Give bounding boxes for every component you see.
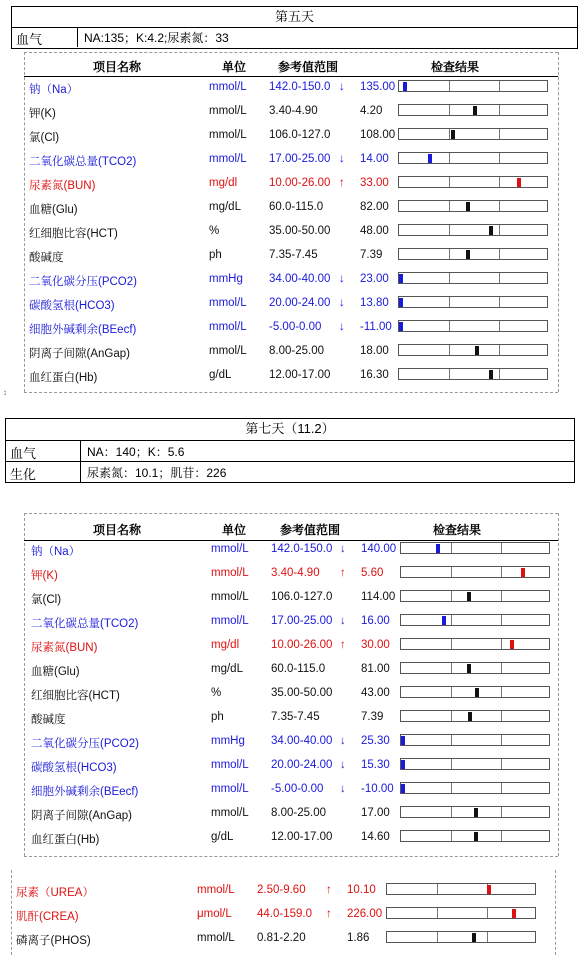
item-ref: 34.00-40.00 <box>271 735 333 747</box>
item-unit: mmol/L <box>211 807 249 819</box>
result-marker <box>467 592 471 601</box>
item-name: 细胞外碱剩余(BEecf) <box>29 324 137 336</box>
result-marker <box>399 298 403 307</box>
result-marker <box>466 202 470 211</box>
item-value: 10.10 <box>347 884 376 896</box>
table-row <box>0 610 583 634</box>
result-marker <box>401 736 405 745</box>
item-ref: 17.00-25.00 <box>269 153 331 165</box>
table-row <box>0 634 583 658</box>
result-bar <box>398 80 548 92</box>
item-value: 5.60 <box>361 567 384 579</box>
item-name: 红细胞比容(HCT) <box>31 690 120 702</box>
item-unit: mg/dL <box>209 201 241 213</box>
result-marker <box>436 544 440 553</box>
item-ref: 35.00-50.00 <box>269 225 331 237</box>
item-name: 血红蛋白(Hb) <box>29 372 98 384</box>
result-marker <box>401 784 405 793</box>
table-row <box>0 778 583 802</box>
item-name: 钾(K) <box>29 108 56 120</box>
item-unit: ph <box>209 249 222 261</box>
item-value: 18.00 <box>360 345 389 357</box>
table-row <box>0 268 583 292</box>
item-value: 114.00 <box>361 591 396 603</box>
item-name: 钾(K) <box>31 570 58 582</box>
ref-arrow: ↓ <box>340 783 346 795</box>
result-marker <box>474 832 478 841</box>
ref-arrow: ↓ <box>340 735 346 747</box>
table-row <box>0 730 583 754</box>
result-bar <box>398 128 548 140</box>
result-marker <box>468 712 472 721</box>
result-bar <box>400 686 550 698</box>
item-unit: mg/dl <box>211 639 240 651</box>
item-value: 1.86 <box>347 932 370 944</box>
item-value: 108.00 <box>360 129 396 141</box>
item-unit: mmol/L <box>209 105 247 117</box>
col-header-ref-2: 参考值范围 <box>280 523 341 537</box>
item-name: 酸碱度 <box>29 252 64 264</box>
table-row <box>0 562 583 586</box>
item-value: 82.00 <box>360 201 389 213</box>
ref-arrow: ↓ <box>340 759 346 771</box>
item-value: -11.00 <box>360 321 392 333</box>
table-row <box>0 802 583 826</box>
ref-arrow: ↑ <box>326 884 332 896</box>
ref-arrow: ↑ <box>340 567 346 579</box>
result-bar <box>400 734 550 746</box>
item-ref: 10.00-26.00 <box>271 639 333 651</box>
item-value: 43.00 <box>361 687 390 699</box>
day5-blood-gas-label: 血气 <box>16 32 43 47</box>
item-ref: 142.0-150.0 <box>269 81 331 93</box>
table-row <box>0 292 583 316</box>
result-bar <box>400 662 550 674</box>
item-unit: ph <box>211 711 224 723</box>
item-value: 17.00 <box>361 807 390 819</box>
table-row <box>0 340 583 364</box>
ref-arrow: ↓ <box>340 543 346 555</box>
item-unit: mmol/L <box>211 615 249 627</box>
item-unit: mg/dL <box>211 663 243 675</box>
ref-arrow: ↓ <box>339 297 345 309</box>
result-marker <box>517 178 521 187</box>
result-bar <box>398 296 548 308</box>
table-row <box>0 364 583 388</box>
day7-biochem-value: 尿素氮：10.1；肌苷：226 <box>87 466 227 480</box>
ref-arrow: ↑ <box>340 639 346 651</box>
result-marker <box>399 322 403 331</box>
item-name: 肌酐(CREA) <box>16 911 79 923</box>
result-marker <box>442 616 446 625</box>
table-row <box>0 316 583 340</box>
item-value: 14.00 <box>360 153 389 165</box>
item-ref: 60.0-115.0 <box>271 663 326 675</box>
result-bar <box>400 590 550 602</box>
result-marker <box>473 106 477 115</box>
item-unit: mmol/L <box>211 543 249 555</box>
item-value: 7.39 <box>361 711 384 723</box>
result-bar <box>398 248 548 260</box>
item-ref: 35.00-50.00 <box>271 687 333 699</box>
result-bar <box>398 368 548 380</box>
item-name: 尿素氮(BUN) <box>31 642 98 654</box>
item-ref: 8.00-25.00 <box>269 345 324 357</box>
result-marker <box>403 82 407 91</box>
item-unit: mmol/L <box>197 884 235 896</box>
table-row <box>0 682 583 706</box>
col-header-unit: 单位 <box>222 60 247 74</box>
result-marker <box>475 688 479 697</box>
result-marker <box>467 664 471 673</box>
item-name: 钠（Na） <box>31 546 81 558</box>
item-unit: mmHg <box>209 273 243 285</box>
item-value: 33.00 <box>360 177 389 189</box>
item-unit: mg/dl <box>209 177 238 189</box>
item-value: 30.00 <box>361 639 390 651</box>
item-value: 81.00 <box>361 663 390 675</box>
item-ref: 142.0-150.0 <box>271 543 333 555</box>
ref-arrow: ↓ <box>339 81 345 93</box>
item-unit: mmol/L <box>209 81 247 93</box>
day7-title: 第七天（11.2） <box>245 421 335 436</box>
item-ref: 12.00-17.00 <box>271 831 333 843</box>
item-value: 23.00 <box>360 273 389 285</box>
result-bar <box>400 566 550 578</box>
result-bar <box>398 344 548 356</box>
item-value: 15.30 <box>361 759 390 771</box>
result-bar <box>398 152 548 164</box>
result-marker <box>401 760 405 769</box>
ref-arrow: ↑ <box>339 177 345 189</box>
item-name: 酸碱度 <box>31 714 66 726</box>
item-unit: μmol/L <box>197 908 232 920</box>
result-bar <box>386 883 536 895</box>
item-name: 阴离子间隙(AnGap) <box>29 348 130 360</box>
table-row <box>0 124 583 148</box>
ref-arrow: ↓ <box>340 615 346 627</box>
item-unit: mmol/L <box>209 297 247 309</box>
item-value: 140.00 <box>361 543 397 555</box>
item-ref: 10.00-26.00 <box>269 177 331 189</box>
result-bar <box>398 224 548 236</box>
item-unit: mmol/L <box>197 932 235 944</box>
ref-arrow: ↑ <box>326 908 332 920</box>
item-unit: mmol/L <box>211 567 249 579</box>
result-bar <box>400 638 550 650</box>
item-value: 226.00 <box>347 908 383 920</box>
table-row <box>0 879 583 903</box>
table-row <box>0 76 583 100</box>
item-ref: -5.00-0.00 <box>269 321 322 333</box>
table-row <box>0 706 583 730</box>
result-bar <box>400 782 550 794</box>
result-marker <box>474 808 478 817</box>
result-marker <box>489 370 493 379</box>
item-unit: mmol/L <box>209 129 247 141</box>
item-ref: 2.50-9.60 <box>257 884 306 896</box>
result-bar <box>398 200 548 212</box>
item-ref: 0.81-2.20 <box>257 932 306 944</box>
item-unit: mmol/L <box>211 759 249 771</box>
result-bar <box>386 931 536 943</box>
item-name: 氯(Cl) <box>31 594 62 606</box>
item-unit: % <box>211 687 222 699</box>
item-name: 尿素氮(BUN) <box>29 180 96 192</box>
item-name: 碳酸氢根(HCO3) <box>31 762 117 774</box>
item-name: 钠（Na） <box>29 84 79 96</box>
item-ref: 7.35-7.45 <box>271 711 320 723</box>
table-row <box>0 538 583 562</box>
table-row <box>0 100 583 124</box>
item-name: 碳酸氢根(HCO3) <box>29 300 115 312</box>
item-ref: 3.40-4.90 <box>271 567 320 579</box>
item-value: 7.39 <box>360 249 383 261</box>
ref-arrow: ↓ <box>339 153 345 165</box>
item-value: 48.00 <box>360 225 389 237</box>
item-ref: 7.35-7.45 <box>269 249 318 261</box>
col-header-unit-2: 单位 <box>222 523 247 537</box>
result-marker <box>451 130 455 139</box>
result-bar <box>398 176 548 188</box>
item-ref: 44.0-159.0 <box>257 908 312 920</box>
ref-arrow: ↓ <box>339 273 345 285</box>
item-unit: mmol/L <box>209 321 247 333</box>
item-value: 14.60 <box>361 831 390 843</box>
ref-arrow: ↓ <box>339 321 345 333</box>
col-header-name-2: 项目名称 <box>93 523 142 537</box>
result-bar <box>400 614 550 626</box>
item-ref: 34.00-40.00 <box>269 273 331 285</box>
item-name: 阴离子间隙(AnGap) <box>31 810 132 822</box>
day5-title: 第五天 <box>274 9 314 24</box>
day7-biochem-label: 生化 <box>10 467 37 482</box>
result-bar <box>398 320 548 332</box>
item-unit: % <box>209 225 220 237</box>
result-bar <box>398 272 548 284</box>
table-row <box>0 826 583 850</box>
item-unit: mmol/L <box>211 783 249 795</box>
table-row <box>0 244 583 268</box>
result-bar <box>400 710 550 722</box>
result-marker <box>487 885 491 894</box>
table-row <box>0 754 583 778</box>
item-value: 25.30 <box>361 735 390 747</box>
result-marker <box>428 154 432 163</box>
result-marker <box>466 250 470 259</box>
item-name: 红细胞比容(HCT) <box>29 228 118 240</box>
table-row <box>0 148 583 172</box>
item-ref: 60.0-115.0 <box>269 201 324 213</box>
col-header-ref: 参考值范围 <box>278 60 339 74</box>
item-value: 135.00 <box>360 81 396 93</box>
item-ref: 106.0-127.0 <box>269 129 331 141</box>
item-name: 磷离子(PHOS) <box>16 935 91 947</box>
item-ref: 106.0-127.0 <box>271 591 333 603</box>
item-ref: 17.00-25.00 <box>271 615 333 627</box>
result-marker <box>521 568 525 577</box>
table-row <box>0 220 583 244</box>
table-row <box>0 927 583 951</box>
item-name: 血红蛋白(Hb) <box>31 834 100 846</box>
item-name: 细胞外碱剩余(BEecf) <box>31 786 139 798</box>
item-name: 二氧化碳分压(PCO2) <box>31 738 139 750</box>
item-ref: 12.00-17.00 <box>269 369 331 381</box>
item-ref: 20.00-24.00 <box>271 759 333 771</box>
item-value: 13.80 <box>360 297 389 309</box>
result-marker <box>512 909 516 918</box>
item-value: 4.20 <box>360 105 383 117</box>
result-bar <box>400 758 550 770</box>
day5-blood-gas-value: NA:135；K:4.2;尿素氮：33 <box>84 31 229 45</box>
item-ref: 3.40-4.90 <box>269 105 318 117</box>
item-ref: -5.00-0.00 <box>271 783 324 795</box>
col-header-name: 项目名称 <box>93 60 142 74</box>
result-bar <box>400 542 550 554</box>
item-unit: mmol/L <box>209 153 247 165</box>
item-ref: 8.00-25.00 <box>271 807 326 819</box>
day7-blood-gas-label: 血气 <box>10 446 37 461</box>
item-name: 二氧化碳总量(TCO2) <box>31 618 139 630</box>
item-unit: g/dL <box>209 369 232 381</box>
table-row <box>0 196 583 220</box>
result-bar <box>400 806 550 818</box>
item-unit: mmol/L <box>209 345 247 357</box>
table-row <box>0 586 583 610</box>
item-value: 16.30 <box>360 369 389 381</box>
col-header-result-2: 检查结果 <box>433 523 482 537</box>
item-value: 16.00 <box>361 615 390 627</box>
day7-blood-gas-value: NA：140；K：5.6 <box>87 445 185 459</box>
table-row <box>0 658 583 682</box>
result-marker <box>399 274 403 283</box>
item-name: 二氧化碳总量(TCO2) <box>29 156 137 168</box>
table-row <box>0 903 583 927</box>
item-name: 尿素（UREA） <box>16 887 94 899</box>
table-row <box>0 172 583 196</box>
result-marker <box>510 640 514 649</box>
result-marker <box>472 933 476 942</box>
item-value: -10.00 <box>361 783 394 795</box>
result-marker <box>475 346 479 355</box>
item-unit: mmHg <box>211 735 245 747</box>
result-bar <box>400 830 550 842</box>
result-marker <box>489 226 493 235</box>
result-bar <box>386 907 536 919</box>
item-unit: g/dL <box>211 831 234 843</box>
item-name: 血糖(Glu) <box>31 666 80 678</box>
item-name: 氯(Cl) <box>29 132 60 144</box>
item-ref: 20.00-24.00 <box>269 297 331 309</box>
item-name: 二氧化碳分压(PCO2) <box>29 276 137 288</box>
result-bar <box>398 104 548 116</box>
item-name: 血糖(Glu) <box>29 204 78 216</box>
item-unit: mmol/L <box>211 591 249 603</box>
col-header-result: 检查结果 <box>431 60 480 74</box>
